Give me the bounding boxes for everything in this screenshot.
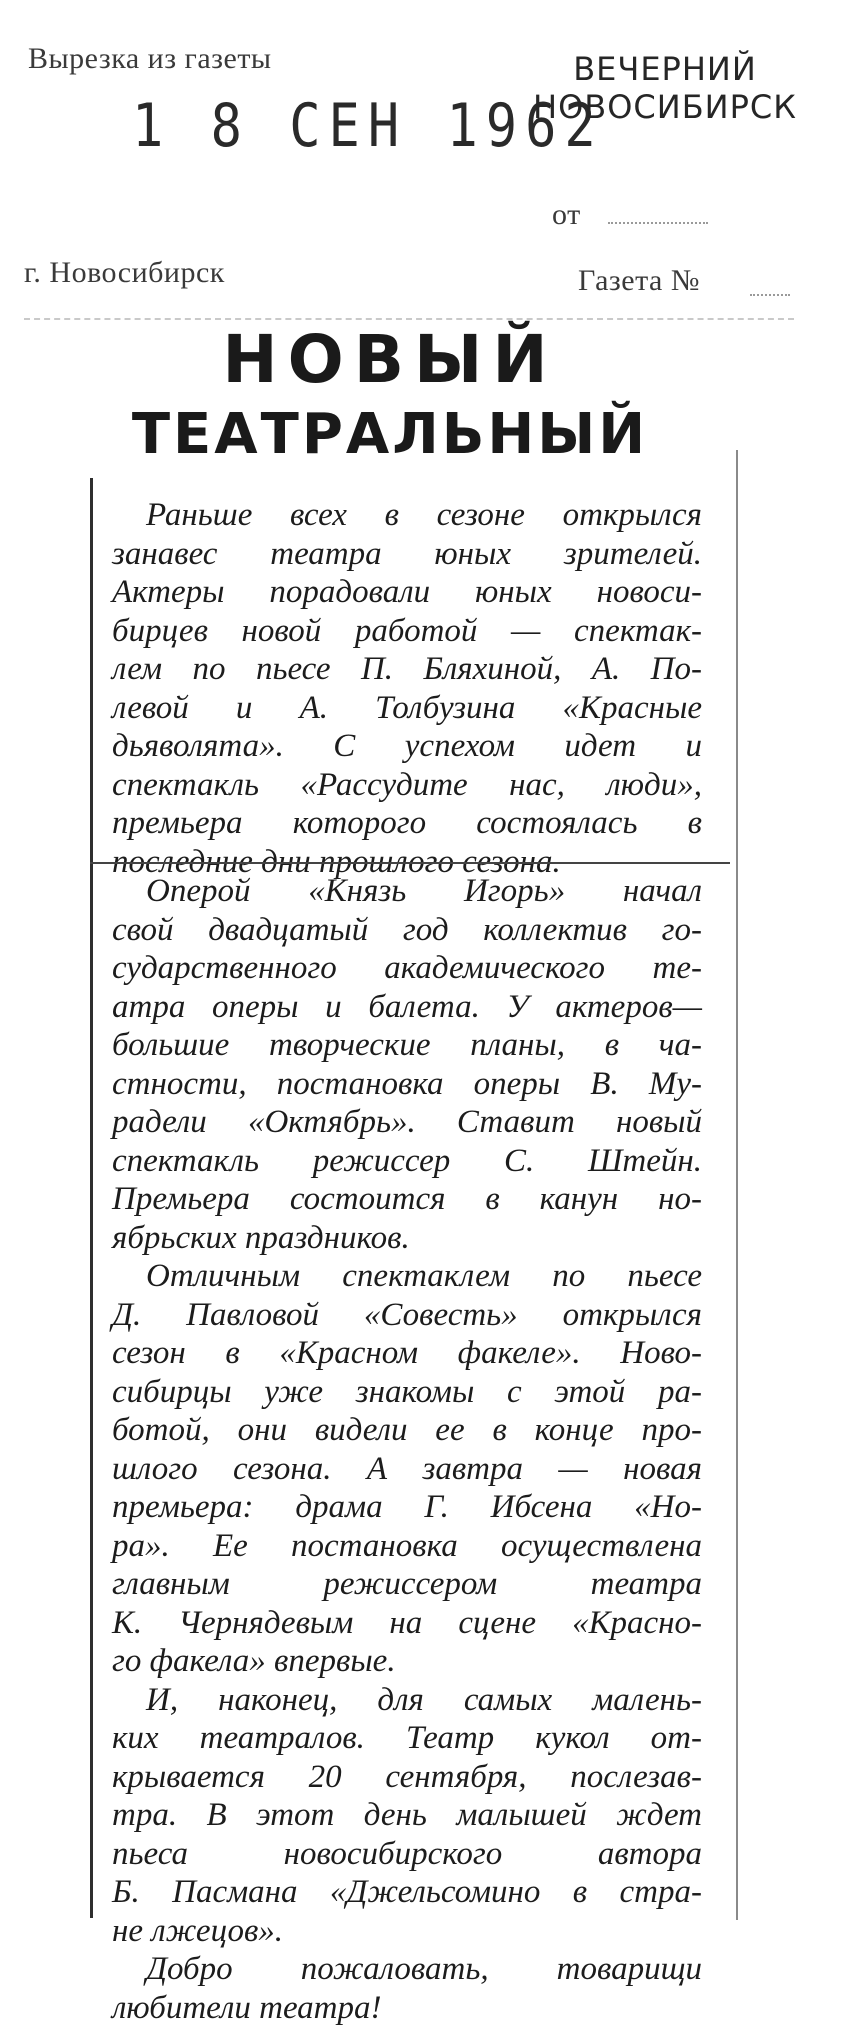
date-stamp: 1 8 СЕН 1962 — [132, 92, 604, 161]
article-line: Премьера состоится в канун но- — [112, 1180, 702, 1219]
article-line: крывается 20 сентября, послезав- — [112, 1758, 702, 1797]
article-line: дьяволята». С успехом идет и — [112, 727, 702, 766]
headline-line2: ТЕАТРАЛЬНЫЙ — [80, 398, 700, 472]
article-line: большие творческие планы, в ча- — [112, 1026, 702, 1065]
article-line: сударственного академического те- — [112, 949, 702, 988]
newspaper-name-line2: НОВОСИБИРСК — [520, 88, 810, 126]
article-line: ябрьских праздников. — [112, 1219, 702, 1258]
article-line: занавес театра юных зрителей. — [112, 535, 702, 574]
article-line: тра. В этот день малышей ждет — [112, 1796, 702, 1835]
article-line: главным режиссером театра — [112, 1565, 702, 1604]
article-paragraph-1 — [112, 496, 702, 881]
article-line: пьеса новосибирского автора — [112, 1835, 702, 1874]
article-line: И, наконец, для самых малень- — [112, 1681, 702, 1720]
article-line: последние дни прошлого сезона. — [112, 843, 702, 882]
article-line: Б. Пасмана «Джельсомино в стра- — [112, 1873, 702, 1912]
article-line: Добро пожаловать, товарищи — [112, 1950, 702, 1989]
headline-line1: НОВЫЙ — [80, 322, 700, 398]
clipping-left-edge — [90, 478, 93, 1918]
article-line: го факела» впервые. — [112, 1642, 702, 1681]
article-line: Актеры порадовали юных новоси- — [112, 573, 702, 612]
from-label: от — [552, 198, 581, 232]
article-line: сезон в «Красном факеле». Ново- — [112, 1334, 702, 1373]
article-line: спектакль режиссер С. Штейн. — [112, 1142, 702, 1181]
article-line: свой двадцатый год коллектив го- — [112, 911, 702, 950]
article-line: сибирцы уже знакомы с этой ра- — [112, 1373, 702, 1412]
section-divider — [90, 862, 730, 864]
article-line: шлого сезона. А завтра — новая — [112, 1450, 702, 1489]
header-divider — [24, 318, 794, 320]
article-body — [112, 872, 702, 2027]
clipping-label: Вырезка из газеты — [28, 42, 272, 76]
article-line: ботой, они видели ее в конце про- — [112, 1411, 702, 1450]
article-line: бирцев новой работой — спектак- — [112, 612, 702, 651]
article-line: ра». Ее постановка осуществлена — [112, 1527, 702, 1566]
newspaper-name — [520, 50, 810, 126]
article-line: атра оперы и балета. У актеров— — [112, 988, 702, 1027]
clipping-right-edge — [736, 450, 738, 1920]
issue-dots — [750, 294, 790, 296]
article-line: не лжецов». — [112, 1912, 702, 1951]
city-label: г. Новосибирск — [24, 256, 225, 290]
article-line: премьера которого состоялась в — [112, 804, 702, 843]
from-dots — [608, 222, 708, 224]
article-line: лем по пьесе П. Бляхиной, А. По- — [112, 650, 702, 689]
article-line: Раньше всех в сезоне открылся — [112, 496, 702, 535]
article-line: К. Чернядевым на сцене «Красно- — [112, 1604, 702, 1643]
article-line: радели «Октябрь». Ставит новый — [112, 1103, 702, 1142]
newspaper-name-line1: ВЕЧЕРНИЙ — [520, 50, 810, 88]
issue-label: Газета № — [578, 264, 700, 298]
article-line: любители театра! — [112, 1989, 702, 2027]
article-line: Отличным спектаклем по пьесе — [112, 1257, 702, 1296]
article-line: Д. Павловой «Совесть» открылся — [112, 1296, 702, 1335]
article-line: премьера: драма Г. Ибсена «Но- — [112, 1488, 702, 1527]
article-line: ких театралов. Театр кукол от- — [112, 1719, 702, 1758]
article-line: левой и А. Толбузина «Красные — [112, 689, 702, 728]
article-line: стности, постановка оперы В. Му- — [112, 1065, 702, 1104]
article-headline — [80, 322, 700, 472]
article-line: Оперой «Князь Игорь» начал — [112, 872, 702, 911]
article-line: спектакль «Рассудите нас, люди», — [112, 766, 702, 805]
